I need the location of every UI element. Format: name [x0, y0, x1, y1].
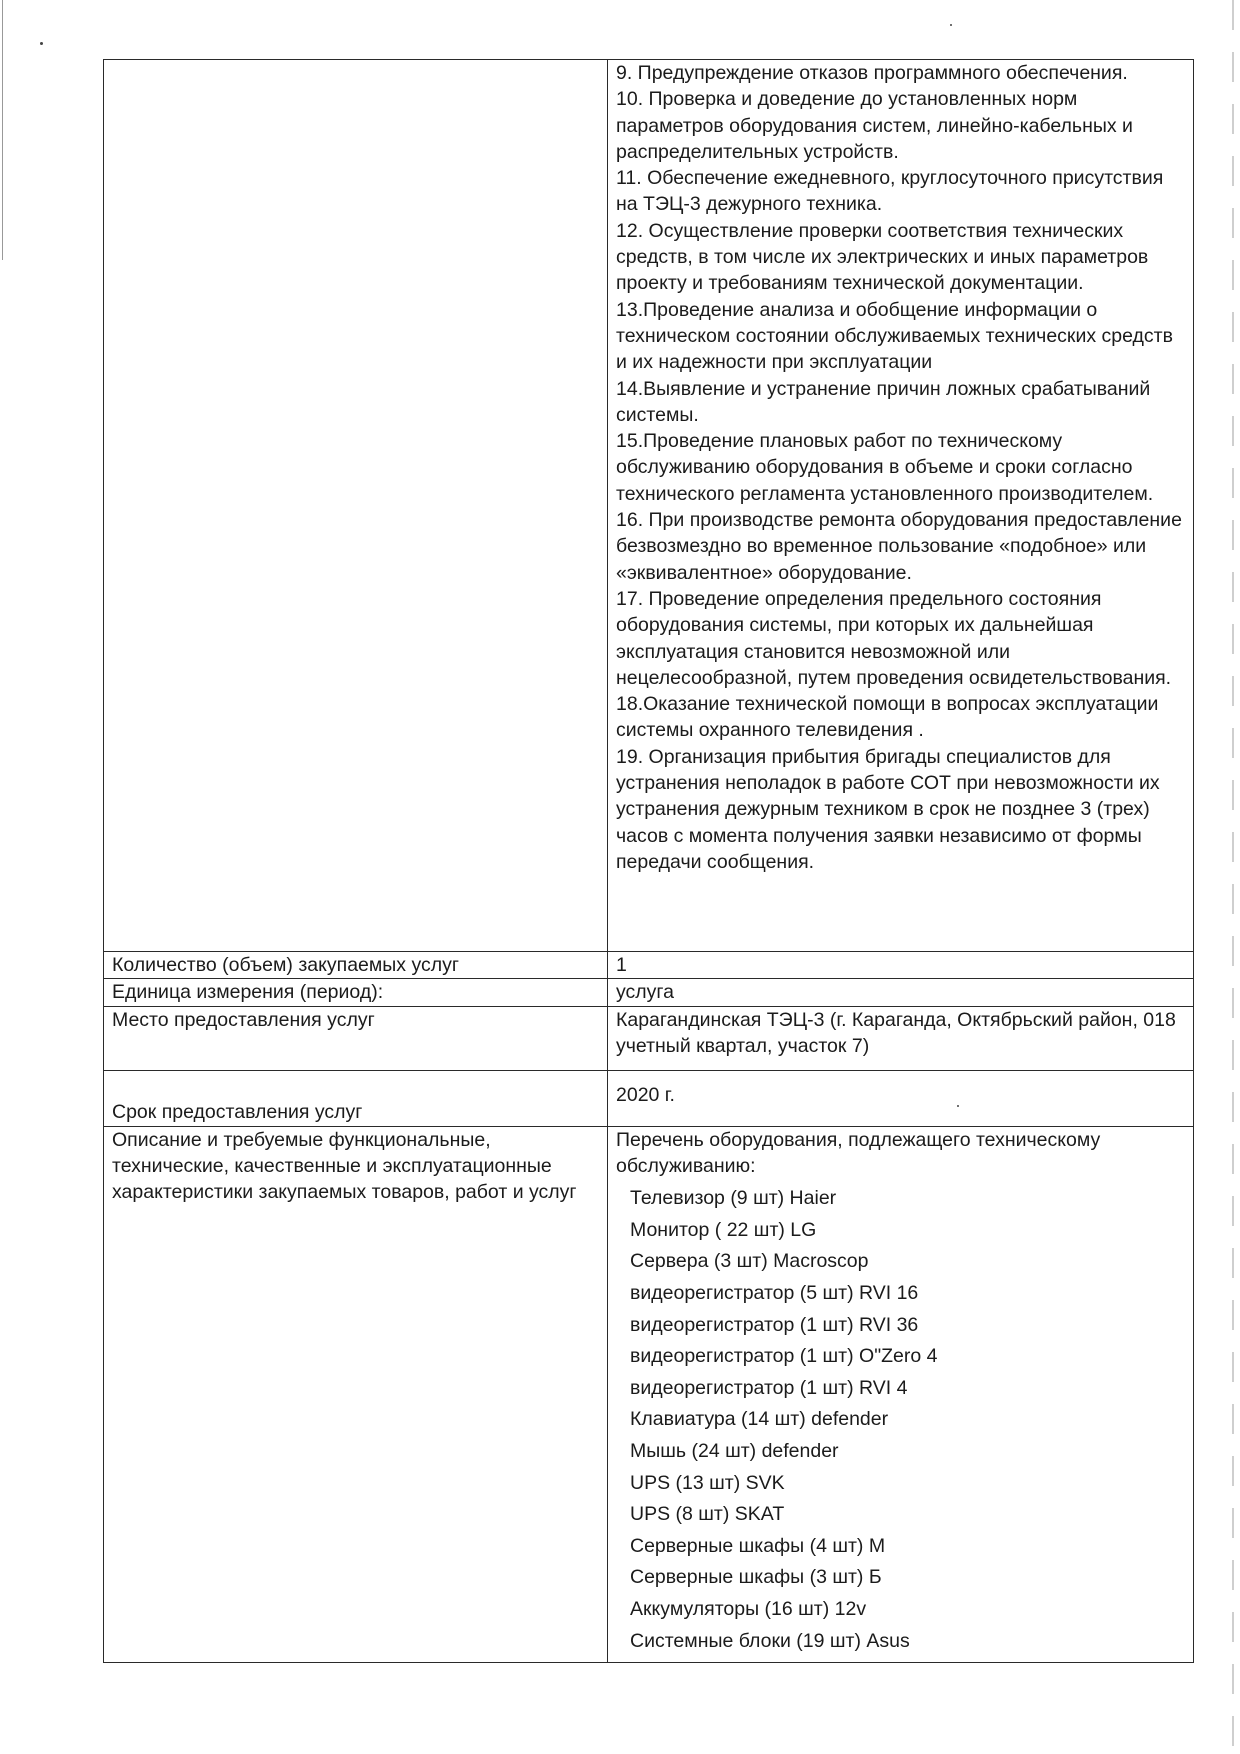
quantity-label: Количество (объем) закупаемых услуг	[104, 952, 608, 979]
equipment-item: UPS (8 шт) SKAT	[630, 1503, 785, 1526]
duties-left-cell	[104, 60, 608, 952]
duty-item: 16. При производстве ремонта оборудования предоставление безвозмездно во временное пользование «подобное» или «эквивалентное» оборудование.	[616, 509, 1182, 584]
description-row	[104, 1126, 1194, 1662]
equipment-item: видеорегистратор (1 шт) RVI 4	[630, 1376, 908, 1399]
duty-item: 11. Обеспечение ежедневного, круглосуточного присутствия на ТЭЦ-3 дежурного техника.	[616, 167, 1164, 216]
scan-right-edge	[1232, 0, 1234, 1754]
duty-item: 10. Проверка и доведение до установленных норм параметров оборудования систем, линейно-кабельных и распределительных устройств.	[616, 88, 1133, 163]
specification-table	[103, 59, 1194, 1663]
description-label: Описание и требуемые функциональные, технические, качественные и эксплуатационные характеристики закупаемых товаров, работ и услуг	[104, 1126, 608, 1662]
equipment-item: Серверные шкафы (4 шт) М	[630, 1534, 886, 1557]
equipment-list	[616, 1183, 1193, 1657]
equipment-item: Системные блоки (19 шт) Asus	[630, 1629, 910, 1652]
unit-label: Единица измерения (период):	[104, 979, 608, 1006]
equipment-item: Аккумуляторы (16 шт) 12v	[630, 1597, 867, 1620]
term-label: Срок предоставления услуг	[104, 1070, 608, 1126]
scan-speck	[950, 24, 952, 26]
duty-item: 18.Оказание технической помощи в вопросах эксплуатации системы охранного телевидения .	[616, 693, 1159, 742]
place-row	[104, 1006, 1194, 1070]
equipment-item: видеорегистратор (1 шт) RVI 36	[630, 1313, 919, 1336]
equipment-item: Сервера (3 шт) Macroscop	[630, 1250, 869, 1273]
duty-item: 9. Предупреждение отказов программного обеспечения.	[616, 62, 1128, 84]
equipment-item: Клавиатура (14 шт) defender	[630, 1408, 889, 1431]
equipment-item: Телевизор (9 шт) Haier	[630, 1187, 837, 1210]
equipment-item: UPS (13 шт) SVK	[630, 1471, 785, 1494]
equipment-intro: Перечень оборудования, подлежащего техническому обслуживанию:	[616, 1128, 1101, 1177]
duty-item: 14.Выявление и устранение причин ложных срабатываний системы.	[616, 377, 1151, 426]
quantity-value: 1	[608, 952, 1194, 979]
term-row	[104, 1070, 1194, 1126]
unit-value: услуга	[608, 979, 1194, 1006]
equipment-item: Серверные шкафы (3 шт) Б	[630, 1566, 882, 1589]
term-value: 2020 г.	[608, 1070, 1194, 1126]
duty-item: 12. Осуществление проверки соответствия технических средств, в том числе их электрических и иных параметров проекту и требованиям технической документации.	[616, 219, 1149, 295]
equipment-item: видеорегистратор (5 шт) RVI 16	[630, 1281, 919, 1304]
duties-list	[608, 60, 1194, 952]
place-label: Место предоставления услуг	[104, 1006, 608, 1070]
duty-item: 15.Проведение плановых работ по техническому обслуживанию оборудования в объеме и сроки согласно технического регламента установленного производителем.	[616, 430, 1154, 505]
duties-row	[104, 60, 1194, 952]
duty-item: 19. Организация прибытия бригады специалистов для устранения неполадок в работе СОТ при невозможности их устранения дежурным техником в срок не позднее 3 (трех) часов с момента получения заявки независимо от формы передачи сообщения.	[616, 745, 1160, 873]
scan-left-edge	[2, 0, 3, 260]
duty-item: 13.Проведение анализа и обобщение информации о техническом состоянии обслуживаемых технических средств и их надежности при эксплуатации	[616, 298, 1173, 374]
equipment-item: Мышь (24 шт) defender	[630, 1439, 839, 1462]
unit-row	[104, 979, 1194, 1006]
scan-speck	[40, 42, 43, 45]
equipment-item: Монитор ( 22 шт) LG	[630, 1218, 817, 1241]
equipment-cell	[608, 1126, 1194, 1662]
equipment-item: видеорегистратор (1 шт) O"Zero 4	[630, 1345, 938, 1368]
duty-item: 17. Проведение определения предельного состояния оборудования системы, при которых их дальнейшая эксплуатация становится невозможной или нецелесообразной, путем проведения освидетельствования.	[616, 587, 1172, 689]
quantity-row	[104, 952, 1194, 979]
place-value: Карагандинская ТЭЦ-3 (г. Караганда, Октябрьский район, 018 учетный квартал, участок 7)	[608, 1006, 1194, 1070]
